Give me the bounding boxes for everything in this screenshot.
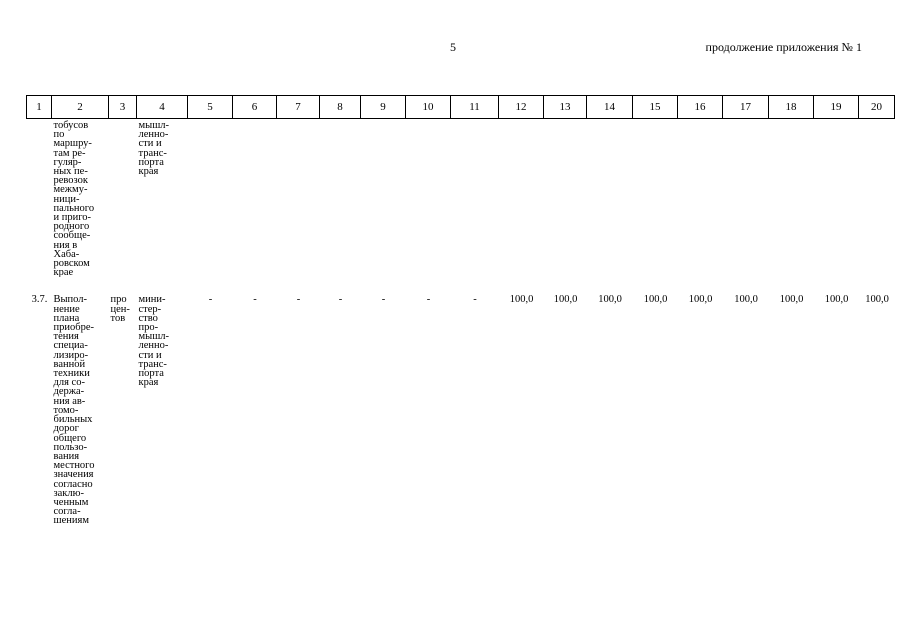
column-header: 16 [678,96,723,119]
column-header: 5 [188,96,233,119]
value-cell: - [253,294,257,306]
value-cell [587,119,633,278]
value-cell: 100,0 [643,294,668,306]
column-header: 3 [109,96,137,119]
value-cell [188,119,233,278]
column-header: 15 [633,96,678,119]
column-header: 11 [451,96,499,119]
value-cell: 100,0 [688,294,713,306]
value-cell: - [296,294,301,306]
value-cell: 100,0 [598,294,622,306]
value-cell [814,119,859,278]
value-cell [451,119,499,278]
value-cell: - [473,294,477,306]
column-header: 8 [320,96,361,119]
value-cell: 100,0 [779,294,804,306]
column-header: 7 [277,96,320,119]
column-header: 18 [769,96,814,119]
value-cell [277,119,320,278]
executor: мини- стер- ство про- мышл- ленно- сти и транс- порта края [138,294,170,389]
indicator-name: тобусов по маршру- там ре- гуляр- ных пе- ревозок межму- ници- пального и приго- родного сообще- ния в Хаба- ровском крае [53,120,95,278]
column-header: 17 [723,96,769,119]
column-number-row [27,96,895,119]
value-cell [678,119,723,278]
indicator-name: Выпол- нение плана приобре- тения специа- лизиро- ванной техники для со- держа- ния ав- томо- бильных дорог общего пользо- вания местного значения согласно заклю- ченным согла- шениям [53,294,95,526]
row-number: 3.7. [31,294,48,306]
value-cell [406,119,451,278]
row-spacer-cell [27,277,895,293]
page-number: 5 [450,40,456,54]
column-header: 1 [27,96,52,119]
value-cell: 100,0 [865,294,889,306]
column-header: 14 [587,96,633,119]
executor: мышл- ленно- сти и транс- порта края [138,120,170,178]
column-header: 4 [137,96,188,119]
column-header: 12 [499,96,544,119]
column-header: 9 [361,96,406,119]
column-header: 20 [859,96,895,119]
value-cell [320,119,361,278]
value-cell [633,119,678,278]
column-header: 19 [814,96,859,119]
value-cell [544,119,587,278]
column-header: 10 [406,96,451,119]
row-number [27,119,52,278]
value-cell: - [208,294,213,306]
column-header: 6 [233,96,277,119]
value-cell [499,119,544,278]
column-header: 13 [544,96,587,119]
value-cell: 100,0 [509,294,534,306]
column-header: 2 [52,96,109,119]
value-cell [723,119,769,278]
row-spacer [27,277,895,293]
unit-of-measure [109,119,137,278]
table-row [27,293,895,525]
value-cell [769,119,814,278]
value-cell [233,119,277,278]
table-row [27,119,895,278]
value-cell: - [381,294,386,306]
appendix-table [26,95,895,526]
value-cell [859,119,895,278]
value-cell: 100,0 [734,294,758,306]
value-cell: - [426,294,431,306]
appendix-continuation-label: продолжение приложения № 1 [705,40,862,54]
value-cell [361,119,406,278]
value-cell: 100,0 [824,294,849,306]
unit-of-measure: про цен- тов [110,294,130,324]
value-cell: 100,0 [553,294,578,306]
value-cell: - [338,294,343,306]
